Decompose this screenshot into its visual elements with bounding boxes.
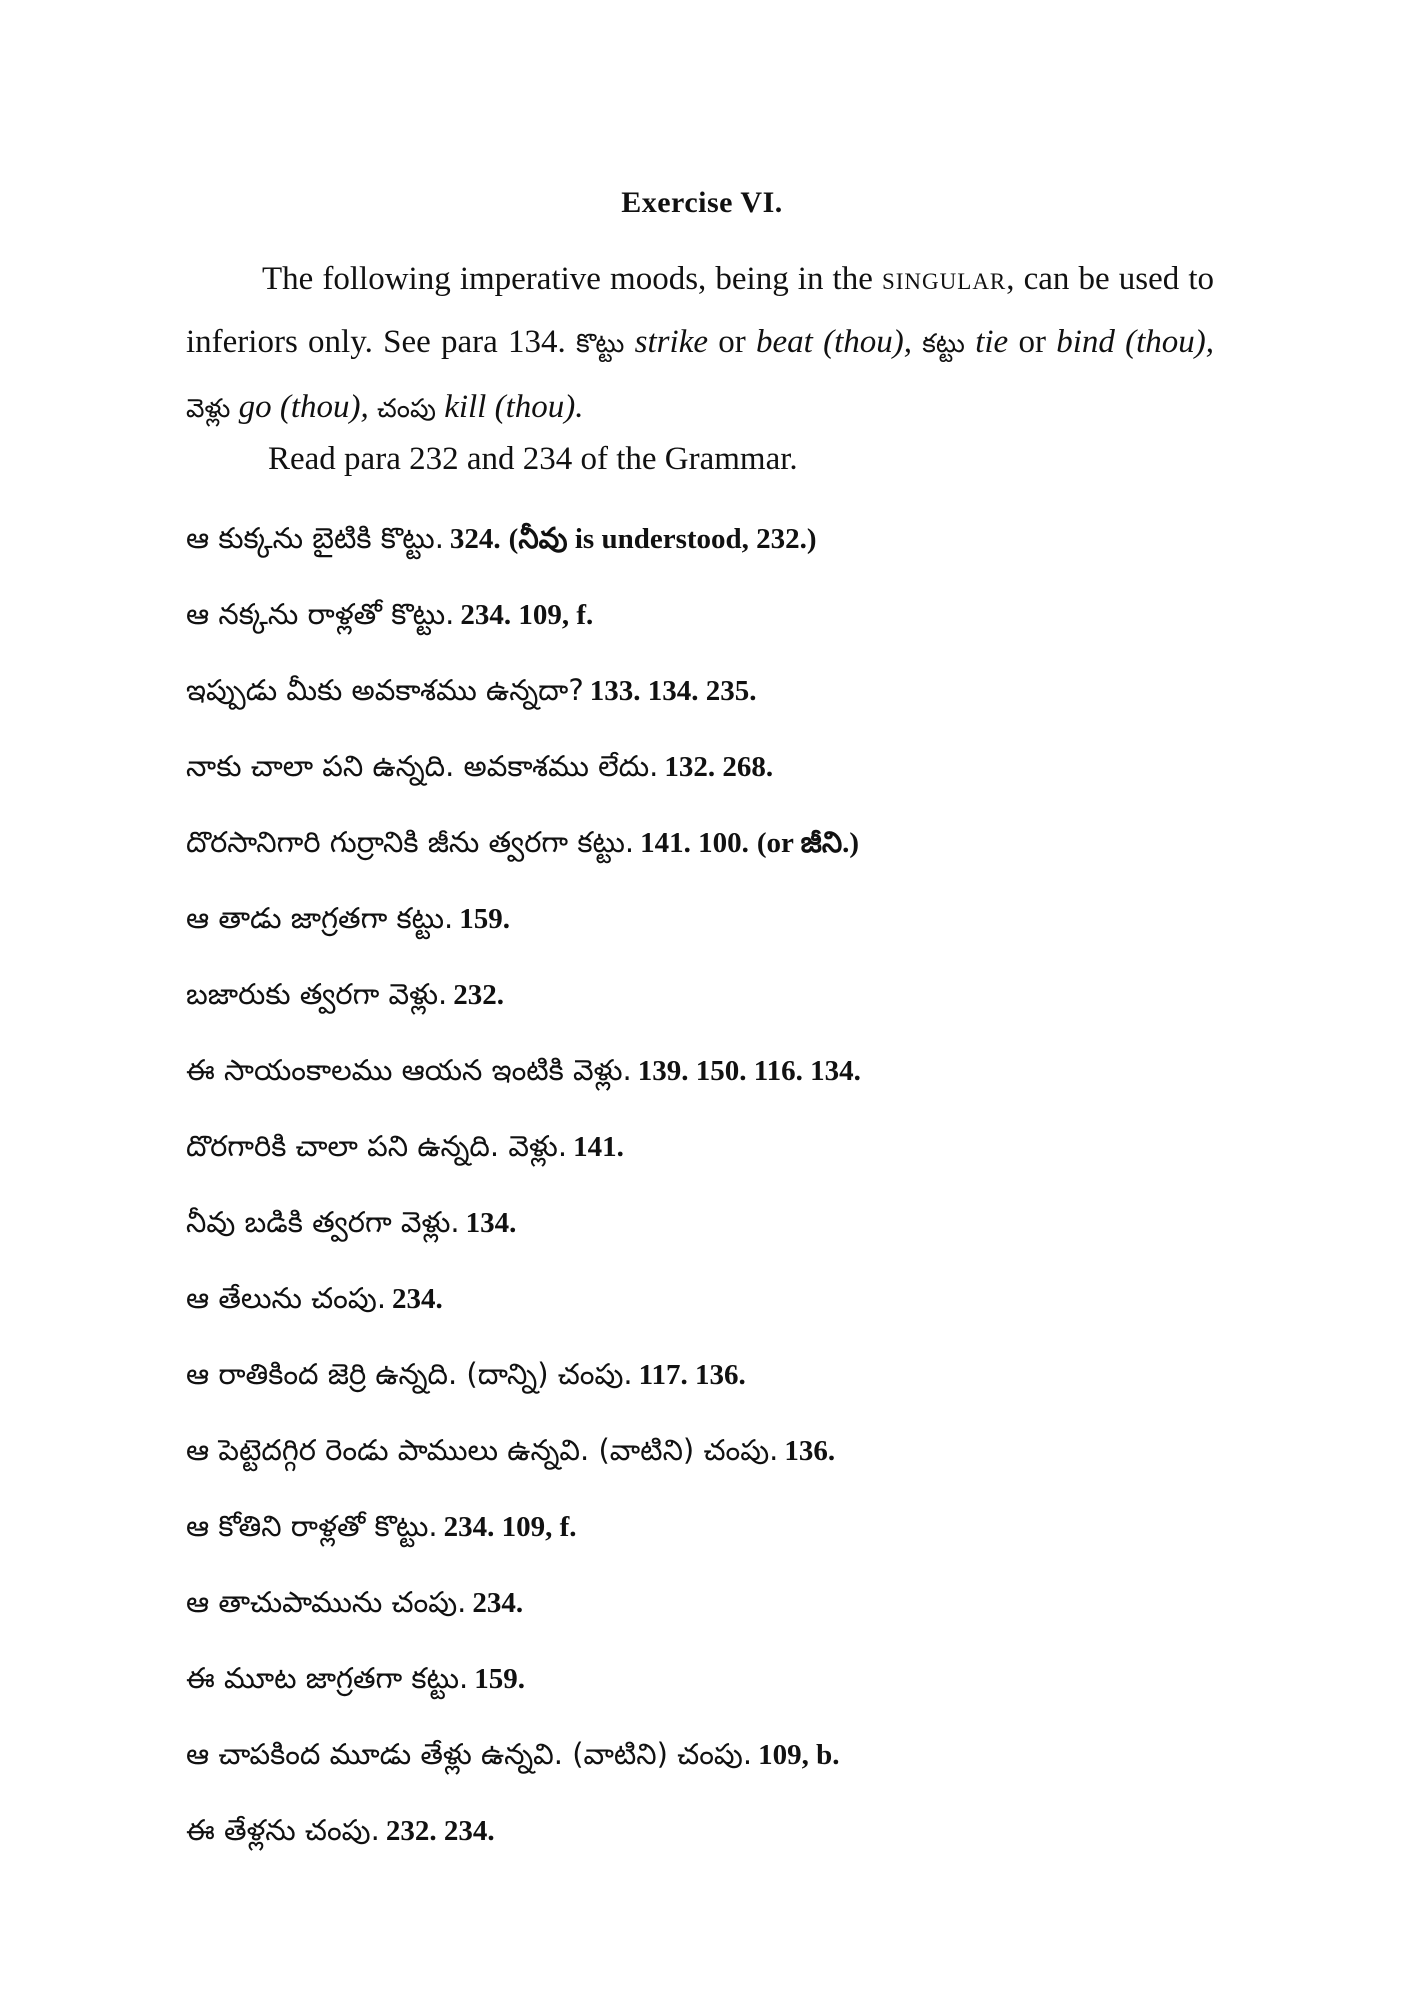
meaning-strike: strike (634, 324, 708, 360)
telugu-sentence: నాకు చాలా పని ఉన్నది. అవకాశము లేదు. (186, 749, 659, 783)
line-note: (or జీని.) (756, 827, 860, 859)
meaning-go: go (thou), (238, 389, 369, 425)
exercise-line (186, 1118, 1286, 1194)
exercise-line (186, 1574, 1286, 1650)
telugu-word-kill: చంపు (377, 394, 436, 424)
telugu-sentence: ఆ తేలును చంపు. (186, 1281, 387, 1315)
para-refs: 232. 234. (385, 1815, 495, 1847)
telugu-sentence: ఈ తేళ్లను చంపు. (186, 1813, 380, 1847)
para-refs: 159. (459, 903, 511, 935)
para-refs: 234. 109, f. (443, 1511, 577, 1543)
exercise-line (186, 1422, 1286, 1498)
telugu-sentence: దొరగారికి చాలా పని ఉన్నది. వెళ్లు. (186, 1129, 568, 1163)
exercise-line (186, 814, 1286, 890)
para-refs: 232. (453, 979, 505, 1011)
para-refs: 134. (465, 1207, 517, 1239)
telugu-sentence: ఆ తాచుపామును చంపు. (186, 1585, 467, 1619)
telugu-sentence: ఆ రాతికింద జెర్రి ఉన్నది. (దాన్ని) చంపు. (186, 1357, 633, 1391)
intro-text-2: , can be used to inferiors only. See para 134. (186, 261, 1215, 360)
exercise-line (186, 1346, 1286, 1422)
telugu-sentence: ఆ తాడు జాగ్రతగా కట్టు. (186, 901, 454, 935)
exercise-line (186, 1650, 1286, 1726)
para-refs: 234. 109, f. (460, 599, 594, 631)
para-refs: 324. (449, 523, 501, 555)
telugu-sentence: నీవు బడికి త్వరగా వెళ్లు. (186, 1205, 460, 1239)
telugu-sentence: ఆ పెట్టెదగ్గిర రెండు పాములు ఉన్నవి. (వాటిని) చంపు. (186, 1433, 779, 1467)
telugu-word-strike: కొట్టు (576, 329, 625, 359)
para-refs: 117. 136. (638, 1359, 746, 1391)
intro-singular: singular (881, 261, 1007, 297)
exercise-line (186, 1498, 1286, 1574)
para-refs: 139. 150. 116. 134. (637, 1055, 861, 1087)
para-refs: 159. (474, 1663, 525, 1695)
exercise-line (186, 1042, 1286, 1118)
para-refs: 133. 134. 235. (589, 675, 757, 707)
exercise-line (186, 1270, 1286, 1346)
telugu-sentence: ఇప్పుడు మీకు అవకాశము ఉన్నదా? (186, 673, 584, 707)
telugu-sentence: ఆ చాపకింద మూడు తేళ్లు ఉన్నవి. (వాటిని) చంపు. (186, 1737, 753, 1771)
read-instruction: Read para 232 and 234 of the Grammar. (268, 441, 798, 477)
meaning-kill: kill (thou). (444, 389, 584, 425)
exercise-line (186, 662, 1286, 738)
or-text-2: or (1018, 324, 1046, 360)
exercise-line (186, 966, 1286, 1042)
exercise-line (186, 1194, 1286, 1270)
para-refs: 132. 268. (664, 751, 774, 783)
exercise-title: Exercise VI. (621, 186, 783, 219)
telugu-word-go: వెళ్లు (186, 394, 231, 424)
para-refs: 234. (392, 1283, 443, 1315)
telugu-sentence: ఈ మూట జాగ్రతగా కట్టు. (186, 1661, 469, 1695)
exercise-line (186, 510, 1286, 586)
telugu-sentence: ఆ కోతిని రాళ్లతో కొట్టు. (186, 1509, 438, 1543)
exercise-line (186, 1726, 1286, 1802)
intro-text-1: The following imperative moods, being in the (262, 261, 873, 297)
exercise-line (186, 890, 1286, 966)
telugu-sentence: దొరసానిగారి గుర్రానికి జీను త్వరగా కట్టు. (186, 825, 635, 859)
exercise-line (186, 738, 1286, 814)
para-refs: 109, b. (758, 1739, 840, 1771)
telugu-word-tie: కట్టు (922, 329, 965, 359)
line-note: (నీవు is understood, 232.) (508, 523, 817, 555)
para-refs: 141. 100. (640, 827, 749, 859)
exercise-line (186, 1802, 1286, 1878)
exercise-line (186, 586, 1286, 662)
intro-paragraph (186, 248, 1214, 441)
para-refs: 234. (472, 1587, 524, 1619)
para-refs: 141. (573, 1131, 624, 1163)
meaning-beat: beat (thou), (756, 324, 913, 360)
exercise-lines (186, 510, 1286, 1878)
telugu-sentence: ఆ నక్కను రాళ్లతో కొట్టు. (186, 597, 455, 631)
para-refs: 136. (784, 1435, 836, 1467)
meaning-bind: bind (thou), (1056, 324, 1215, 360)
telugu-sentence: ఈ సాయంకాలము ఆయన ఇంటికి వెళ్లు. (186, 1053, 632, 1087)
telugu-sentence: బజారుకు త్వరగా వెళ్లు. (186, 977, 448, 1011)
or-text-1: or (718, 324, 746, 360)
meaning-tie: tie (975, 324, 1009, 360)
telugu-sentence: ఆ కుక్కను బైటికి కొట్టు. (186, 521, 444, 555)
